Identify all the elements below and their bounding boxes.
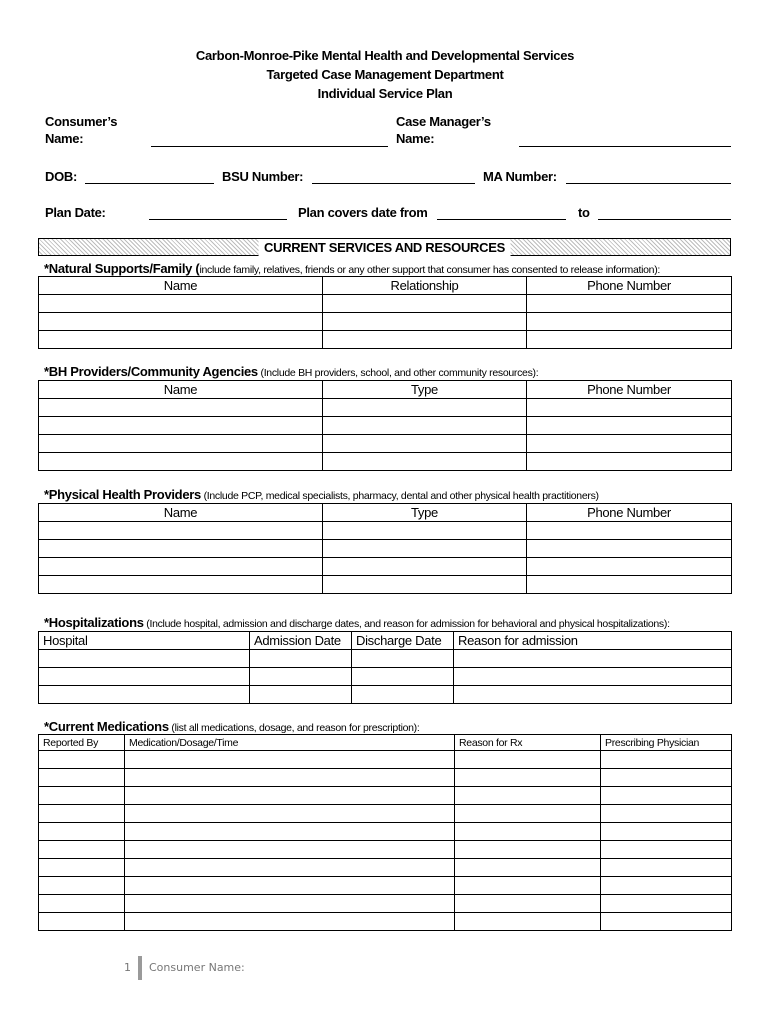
table-cell[interactable] <box>39 576 323 594</box>
bsu-number-field[interactable] <box>312 183 475 184</box>
table-cell[interactable] <box>39 805 125 823</box>
physical-health-heading <box>44 486 599 504</box>
plan-covers-to-field[interactable] <box>598 219 731 220</box>
footer-consumer-name-label: Consumer Name: <box>149 961 245 974</box>
table-cell[interactable] <box>39 859 125 877</box>
bh-providers-title: *BH Providers/Community Agencies <box>44 364 258 379</box>
table-cell[interactable] <box>39 668 250 686</box>
table-row[interactable] <box>39 453 732 471</box>
table-row[interactable] <box>39 540 732 558</box>
physical-health-title: *Physical Health Providers <box>44 487 201 502</box>
hospitalizations-note: (Include hospital, admission and discharge dates, and reason for admission for behavioral and physical hospitalizations): <box>143 618 670 630</box>
consumer-name-label-line1: Consumer’s <box>45 114 118 129</box>
column-header-hospital: Hospital <box>39 632 250 650</box>
ma-number-field[interactable] <box>566 183 731 184</box>
consumer-name-field[interactable] <box>151 146 388 147</box>
table-row[interactable] <box>39 877 732 895</box>
column-header-admission-date: Admission Date <box>250 632 352 650</box>
bsu-number-label: BSU Number: <box>222 169 304 184</box>
section-header-bar <box>38 238 731 256</box>
table-row[interactable] <box>39 576 732 594</box>
table-row[interactable] <box>39 769 732 787</box>
table-cell[interactable] <box>39 435 323 453</box>
plan-covers-to-label: to <box>578 205 590 220</box>
table-cell[interactable] <box>39 313 323 331</box>
table-cell[interactable] <box>601 877 732 895</box>
table-cell[interactable] <box>352 686 454 704</box>
table-cell[interactable] <box>352 650 454 668</box>
medications-note: (list all medications, dosage, and reason for prescription): <box>168 722 420 734</box>
column-header-discharge-date: Discharge Date <box>352 632 454 650</box>
table-cell[interactable] <box>527 522 732 540</box>
table-row[interactable] <box>39 805 732 823</box>
column-header-physician: Prescribing Physician <box>601 735 732 751</box>
table-cell[interactable] <box>527 540 732 558</box>
form-title: Individual Service Plan <box>317 86 453 101</box>
table-cell[interactable] <box>323 417 527 435</box>
table-cell[interactable] <box>601 751 732 769</box>
table-cell[interactable] <box>250 650 352 668</box>
page-number: 1 <box>124 961 131 974</box>
column-header-name: Name <box>39 504 323 522</box>
table-row[interactable] <box>39 295 732 313</box>
footer-divider <box>138 956 142 980</box>
table-cell[interactable] <box>39 686 250 704</box>
medications-title: *Current Medications <box>44 719 169 734</box>
document-header <box>0 46 770 103</box>
hospitalizations-heading <box>44 614 670 632</box>
table-cell[interactable] <box>323 399 527 417</box>
table-cell[interactable] <box>125 787 455 805</box>
table-cell[interactable] <box>455 859 601 877</box>
medications-table <box>38 734 732 931</box>
plan-covers-from-label: Plan covers date from <box>298 205 428 220</box>
column-header-medication: Medication/Dosage/Time <box>125 735 455 751</box>
natural-supports-note: include family, relatives, friends or any other support that consumer has consented to release information): <box>199 264 661 276</box>
case-manager-label-line2: Name: <box>396 131 435 146</box>
table-cell[interactable] <box>39 823 125 841</box>
table-cell[interactable] <box>454 650 732 668</box>
dob-field[interactable] <box>85 183 214 184</box>
table-cell[interactable] <box>323 576 527 594</box>
table-cell[interactable] <box>455 769 601 787</box>
bh-providers-note: (Include BH providers, school, and other community resources): <box>257 367 539 379</box>
table-row[interactable] <box>39 650 732 668</box>
case-manager-label-line1: Case Manager’s <box>396 114 491 129</box>
table-cell[interactable] <box>125 751 455 769</box>
natural-supports-title: *Natural Supports/Family ( <box>44 261 200 276</box>
table-cell[interactable] <box>323 540 527 558</box>
hospitalizations-title: *Hospitalizations <box>44 615 144 630</box>
table-cell[interactable] <box>455 841 601 859</box>
table-cell[interactable] <box>39 399 323 417</box>
table-cell[interactable] <box>455 823 601 841</box>
table-cell[interactable] <box>39 295 323 313</box>
table-cell[interactable] <box>39 769 125 787</box>
table-cell[interactable] <box>455 787 601 805</box>
table-cell[interactable] <box>323 558 527 576</box>
section-title: CURRENT SERVICES AND RESOURCES <box>258 239 511 256</box>
table-cell[interactable] <box>455 913 601 931</box>
table-cell[interactable] <box>250 668 352 686</box>
department-title: Targeted Case Management Department <box>266 67 504 82</box>
table-cell[interactable] <box>527 417 732 435</box>
table-cell[interactable] <box>125 769 455 787</box>
table-cell[interactable] <box>601 841 732 859</box>
table-row[interactable] <box>39 313 732 331</box>
table-cell[interactable] <box>527 399 732 417</box>
table-cell[interactable] <box>601 823 732 841</box>
column-header-phone: Phone Number <box>527 504 732 522</box>
table-cell[interactable] <box>39 787 125 805</box>
physical-health-note: (Include PCP, medical specialists, pharmacy, dental and other physical health practitioners) <box>200 490 599 502</box>
ma-number-label: MA Number: <box>483 169 557 184</box>
table-row[interactable] <box>39 399 732 417</box>
table-cell[interactable] <box>39 522 323 540</box>
consumer-name-label-line2: Name: <box>45 131 84 146</box>
column-header-name: Name <box>39 277 323 295</box>
table-cell[interactable] <box>39 453 323 471</box>
table-cell[interactable] <box>39 558 323 576</box>
table-cell[interactable] <box>527 435 732 453</box>
table-cell[interactable] <box>527 453 732 471</box>
column-header-reason-rx: Reason for Rx <box>455 735 601 751</box>
table-cell[interactable] <box>323 313 527 331</box>
table-cell[interactable] <box>454 668 732 686</box>
plan-date-label: Plan Date: <box>45 205 106 220</box>
table-cell[interactable] <box>125 913 455 931</box>
table-cell[interactable] <box>39 877 125 895</box>
table-cell[interactable] <box>323 453 527 471</box>
table-cell[interactable] <box>39 895 125 913</box>
table-cell[interactable] <box>39 331 323 349</box>
column-header-reported-by: Reported By <box>39 735 125 751</box>
table-cell[interactable] <box>455 805 601 823</box>
column-header-name: Name <box>39 381 323 399</box>
table-cell[interactable] <box>323 331 527 349</box>
table-row[interactable] <box>39 331 732 349</box>
plan-covers-from-field[interactable] <box>437 219 566 220</box>
hospitalizations-table <box>38 631 732 704</box>
table-row[interactable] <box>39 823 732 841</box>
column-header-phone: Phone Number <box>527 277 732 295</box>
table-row[interactable] <box>39 895 732 913</box>
table-cell[interactable] <box>601 787 732 805</box>
table-cell[interactable] <box>527 295 732 313</box>
table-row[interactable] <box>39 751 732 769</box>
table-row[interactable] <box>39 668 732 686</box>
table-cell[interactable] <box>527 331 732 349</box>
column-header-relationship: Relationship <box>323 277 527 295</box>
organization-title: Carbon-Monroe-Pike Mental Health and Developmental Services <box>195 48 575 63</box>
physical-health-table <box>38 503 732 594</box>
table-row[interactable] <box>39 417 732 435</box>
table-row[interactable] <box>39 787 732 805</box>
table-cell[interactable] <box>601 913 732 931</box>
table-cell[interactable] <box>125 805 455 823</box>
table-cell[interactable] <box>39 650 250 668</box>
table-row[interactable] <box>39 686 732 704</box>
table-cell[interactable] <box>125 859 455 877</box>
column-header-type: Type <box>323 504 527 522</box>
table-cell[interactable] <box>527 576 732 594</box>
table-cell[interactable] <box>601 859 732 877</box>
bh-providers-table <box>38 380 732 471</box>
table-row[interactable] <box>39 522 732 540</box>
dob-label: DOB: <box>45 169 78 184</box>
table-cell[interactable] <box>39 540 323 558</box>
table-cell[interactable] <box>323 435 527 453</box>
table-cell[interactable] <box>455 877 601 895</box>
column-header-type: Type <box>323 381 527 399</box>
table-cell[interactable] <box>527 313 732 331</box>
table-cell[interactable] <box>250 686 352 704</box>
table-cell[interactable] <box>601 895 732 913</box>
table-cell[interactable] <box>527 558 732 576</box>
table-cell[interactable] <box>601 769 732 787</box>
table-row[interactable] <box>39 841 732 859</box>
table-cell[interactable] <box>455 895 601 913</box>
table-cell[interactable] <box>454 686 732 704</box>
table-cell[interactable] <box>601 805 732 823</box>
table-cell[interactable] <box>39 417 323 435</box>
table-cell[interactable] <box>125 841 455 859</box>
column-header-reason: Reason for admission <box>454 632 732 650</box>
table-cell[interactable] <box>39 751 125 769</box>
table-row[interactable] <box>39 913 732 931</box>
table-row[interactable] <box>39 859 732 877</box>
natural-supports-table <box>38 276 732 349</box>
plan-date-field[interactable] <box>149 219 287 220</box>
column-header-phone: Phone Number <box>527 381 732 399</box>
table-cell[interactable] <box>39 841 125 859</box>
table-cell[interactable] <box>323 295 527 313</box>
table-cell[interactable] <box>125 895 455 913</box>
case-manager-name-field[interactable] <box>519 146 731 147</box>
table-row[interactable] <box>39 558 732 576</box>
table-cell[interactable] <box>39 913 125 931</box>
table-row[interactable] <box>39 435 732 453</box>
table-cell[interactable] <box>125 823 455 841</box>
table-cell[interactable] <box>352 668 454 686</box>
bh-providers-heading <box>44 363 538 381</box>
table-cell[interactable] <box>125 877 455 895</box>
table-cell[interactable] <box>455 751 601 769</box>
table-cell[interactable] <box>323 522 527 540</box>
